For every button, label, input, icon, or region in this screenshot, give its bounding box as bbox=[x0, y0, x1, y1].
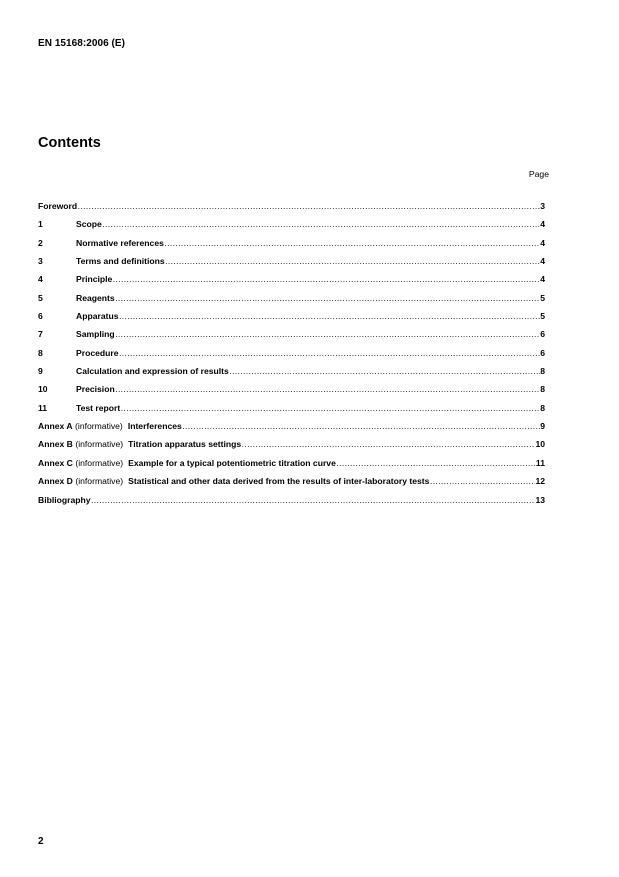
dot-leader bbox=[121, 403, 540, 413]
toc-entry-page: 8 bbox=[540, 366, 545, 377]
toc-annex-note: (informative) bbox=[75, 457, 124, 468]
toc-entry-number: 6 bbox=[38, 311, 43, 322]
toc-entry-number: 5 bbox=[38, 292, 43, 303]
toc-entry-terms-and-definitions[interactable] bbox=[38, 256, 545, 274]
toc-entry-scope[interactable] bbox=[38, 219, 545, 237]
toc-entry-title: Interferences bbox=[127, 421, 182, 432]
toc-entry-precision[interactable] bbox=[38, 384, 545, 402]
dot-leader bbox=[229, 366, 539, 376]
dot-leader bbox=[115, 384, 540, 394]
toc-entry-title: Test report bbox=[76, 402, 121, 413]
toc-entry-page: 6 bbox=[540, 329, 545, 340]
toc-entry-page: 4 bbox=[540, 256, 545, 267]
toc-entry-page: 3 bbox=[540, 201, 545, 211]
toc-entry-title: Sampling bbox=[76, 329, 115, 340]
dot-leader bbox=[119, 348, 540, 358]
toc-entry-page: 4 bbox=[540, 219, 545, 230]
toc-entry-annex-a[interactable] bbox=[38, 421, 545, 439]
dot-leader bbox=[430, 476, 535, 486]
toc-entry-principle[interactable] bbox=[38, 274, 545, 292]
toc-entry-foreword[interactable] bbox=[38, 201, 545, 219]
toc-entry-number: 3 bbox=[38, 256, 43, 267]
toc-entry-title: Scope bbox=[76, 219, 102, 230]
dot-leader bbox=[182, 421, 539, 431]
toc-entry-page: 5 bbox=[540, 292, 545, 303]
document-identifier: EN 15168:2006 (E) bbox=[38, 38, 126, 49]
toc-entry-title: Reagents bbox=[76, 292, 115, 303]
dot-leader bbox=[115, 329, 540, 339]
toc-entry-number: 11 bbox=[38, 402, 48, 413]
toc-entry-title: Titration apparatus settings bbox=[128, 439, 242, 450]
toc-entry-page: 5 bbox=[540, 311, 545, 322]
dot-leader bbox=[242, 439, 535, 449]
toc-entry-number: 1 bbox=[38, 219, 43, 230]
toc-entry-procedure[interactable] bbox=[38, 348, 545, 366]
toc-entry-page: 6 bbox=[540, 347, 545, 358]
toc-entry-apparatus[interactable] bbox=[38, 311, 545, 329]
table-of-contents bbox=[38, 201, 545, 513]
toc-entry-title: Procedure bbox=[76, 347, 119, 358]
page-number: 2 bbox=[38, 836, 44, 847]
dot-leader bbox=[113, 274, 540, 284]
toc-entry-reagents[interactable] bbox=[38, 293, 545, 311]
dot-leader bbox=[115, 293, 540, 303]
toc-entry-page: 9 bbox=[540, 421, 545, 432]
toc-entry-page: 12 bbox=[535, 476, 545, 487]
toc-entry-annex-b[interactable] bbox=[38, 439, 545, 457]
toc-entry-title: Statistical and other data derived from the results of inter-laboratory tests bbox=[128, 476, 430, 487]
toc-entry-page: 8 bbox=[540, 384, 545, 395]
toc-entry-page: 4 bbox=[540, 237, 545, 248]
dot-leader bbox=[165, 256, 540, 266]
toc-entry-title: Foreword bbox=[38, 201, 78, 211]
dot-leader bbox=[336, 458, 535, 468]
toc-entry-annex-c[interactable] bbox=[38, 458, 545, 476]
dot-leader bbox=[164, 238, 539, 248]
toc-entry-title: Principle bbox=[76, 274, 113, 285]
contents-heading: Contents bbox=[38, 135, 101, 151]
toc-entry-number: 10 bbox=[38, 384, 48, 395]
toc-entry-number: 2 bbox=[38, 237, 43, 248]
toc-entry-number: 4 bbox=[38, 274, 43, 285]
dot-leader bbox=[119, 311, 540, 321]
toc-annex-note: (informative) bbox=[75, 439, 124, 450]
page-column-label: Page bbox=[528, 169, 549, 179]
toc-entry-number: 9 bbox=[38, 366, 43, 377]
toc-entry-title: Apparatus bbox=[76, 311, 119, 322]
toc-entry-test-report[interactable] bbox=[38, 403, 545, 421]
toc-entry-title: Calculation and expression of results bbox=[76, 366, 229, 377]
dot-leader bbox=[91, 495, 535, 505]
toc-entry-number: 7 bbox=[38, 329, 43, 340]
toc-entry-sampling[interactable] bbox=[38, 329, 545, 347]
dot-leader bbox=[102, 219, 539, 229]
toc-annex-number: Annex B bbox=[38, 439, 73, 450]
dot-leader bbox=[78, 201, 540, 211]
toc-entry-page: 11 bbox=[535, 457, 545, 468]
toc-entry-page: 4 bbox=[540, 274, 545, 285]
toc-entry-page: 8 bbox=[540, 402, 545, 413]
toc-entry-title: Normative references bbox=[76, 237, 164, 248]
toc-annex-note: (informative) bbox=[75, 476, 124, 487]
toc-entry-page: 13 bbox=[535, 494, 545, 505]
toc-entry-annex-d[interactable] bbox=[38, 476, 545, 494]
toc-annex-number: Annex A bbox=[38, 421, 73, 432]
toc-annex-number: Annex C bbox=[38, 457, 73, 468]
toc-entry-calculation-and-expression-of-results[interactable] bbox=[38, 366, 545, 384]
toc-entry-title: Precision bbox=[76, 384, 115, 395]
toc-entry-title: Example for a typical potentiometric titration curve bbox=[128, 457, 336, 468]
toc-entry-normative-references[interactable] bbox=[38, 238, 545, 256]
toc-annex-number: Annex D bbox=[38, 476, 73, 487]
toc-entry-title: Terms and definitions bbox=[76, 256, 165, 267]
toc-entry-page: 10 bbox=[535, 439, 545, 450]
toc-annex-note: (informative) bbox=[75, 421, 123, 432]
toc-entry-number: 8 bbox=[38, 347, 43, 358]
toc-entry-bibliography[interactable] bbox=[38, 495, 545, 513]
toc-entry-title: Bibliography bbox=[38, 494, 91, 505]
